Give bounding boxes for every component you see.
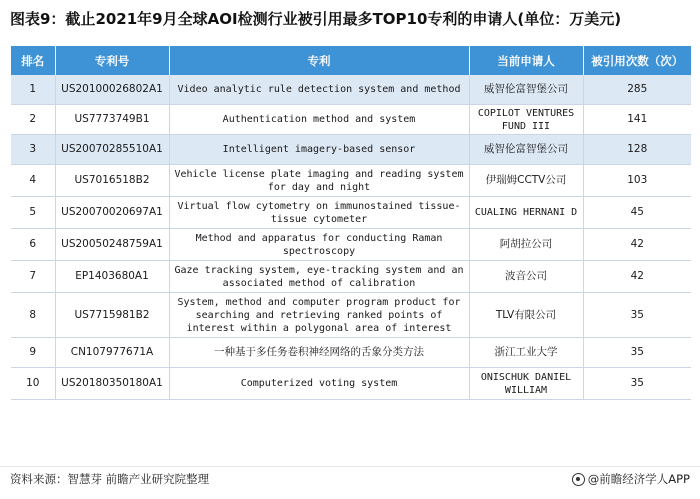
cell-citations: 35 [583,368,691,400]
table-row [11,368,691,400]
cell-rank: 9 [11,338,55,368]
cell-patent-number: US20070285510A1 [55,135,169,165]
cell-patent-title: Method and apparatus for conducting Raman spectroscopy [169,229,469,261]
table-row [11,75,691,105]
cell-rank: 1 [11,75,55,105]
table-row [11,135,691,165]
table-row [11,105,691,135]
cell-applicant: 威智伦富智堡公司 [469,75,583,105]
cell-applicant: 阿胡拉公司 [469,229,583,261]
footer-divider [0,466,700,467]
cell-applicant: 伊瑞姆CCTV公司 [469,165,583,197]
cell-patent-number: US7773749B1 [55,105,169,135]
cell-patent-number: US20100026802A1 [55,75,169,105]
source-note: 资料来源：智慧芽 前瞻产业研究院整理 [10,472,210,486]
table-header-row [11,46,691,75]
cell-citations: 141 [583,105,691,135]
cell-applicant: 浙江工业大学 [469,338,583,368]
cell-citations: 128 [583,135,691,165]
cell-patent-title: Authentication method and system [169,105,469,135]
cell-patent-title: Intelligent imagery-based sensor [169,135,469,165]
cell-citations: 45 [583,197,691,229]
cell-rank: 5 [11,197,55,229]
cell-citations: 42 [583,261,691,293]
cell-applicant: ONISCHUK DANIEL WILLIAM [469,368,583,400]
cell-rank: 2 [11,105,55,135]
brand-credit-text: @前瞻经济学人APP [587,472,690,486]
table-row [11,197,691,229]
cell-patent-number: US20070020697A1 [55,197,169,229]
cell-patent-title: 一种基于多任务卷积神经网络的舌象分类方法 [169,338,469,368]
header-citations: 被引用次数（次） [583,46,691,75]
cell-rank: 8 [11,293,55,338]
cell-rank: 6 [11,229,55,261]
cell-citations: 35 [583,338,691,368]
cell-patent-title: Gaze tracking system, eye-tracking system and an associated method of calibration [169,261,469,293]
cell-applicant: CUALING HERNANI D [469,197,583,229]
cell-applicant: TLV有限公司 [469,293,583,338]
cell-patent-title: Virtual flow cytometry on immunostained tissue-tissue cytometer [169,197,469,229]
cell-applicant: 威智伦富智堡公司 [469,135,583,165]
figure-title: 图表9：截止2021年9月全球AOI检测行业被引用最多TOP10专利的申请人(单位：万美元) [10,10,622,28]
table-row [11,165,691,197]
cell-citations: 42 [583,229,691,261]
table-row [11,261,691,293]
cell-rank: 7 [11,261,55,293]
cell-patent-number: US20180350180A1 [55,368,169,400]
cell-patent-title: System, method and computer program product for searching and retrieving ranked points of interest within a polygonal area of interest [169,293,469,338]
cell-citations: 35 [583,293,691,338]
cell-rank: 3 [11,135,55,165]
cell-citations: 103 [583,165,691,197]
table-row [11,338,691,368]
cell-patent-number: US20050248759A1 [55,229,169,261]
header-rank: 排名 [11,46,55,75]
table-row [11,293,691,338]
cell-applicant: 波音公司 [469,261,583,293]
patent-table [11,46,691,400]
cell-patent-title: Vehicle license plate imaging and reading system for day and night [169,165,469,197]
header-applicant: 当前申请人 [469,46,583,75]
qianzhan-logo-icon [572,473,585,486]
cell-patent-number: CN107977671A [55,338,169,368]
header-patent-number: 专利号 [55,46,169,75]
cell-patent-number: US7715981B2 [55,293,169,338]
brand-credit [572,470,690,488]
cell-rank: 10 [11,368,55,400]
cell-rank: 4 [11,165,55,197]
cell-patent-title: Video analytic rule detection system and method [169,75,469,105]
cell-citations: 285 [583,75,691,105]
header-patent: 专利 [169,46,469,75]
cell-patent-number: EP1403680A1 [55,261,169,293]
cell-patent-title: Computerized voting system [169,368,469,400]
cell-applicant: COPILOT VENTURES FUND III [469,105,583,135]
cell-patent-number: US7016518B2 [55,165,169,197]
table-row [11,229,691,261]
